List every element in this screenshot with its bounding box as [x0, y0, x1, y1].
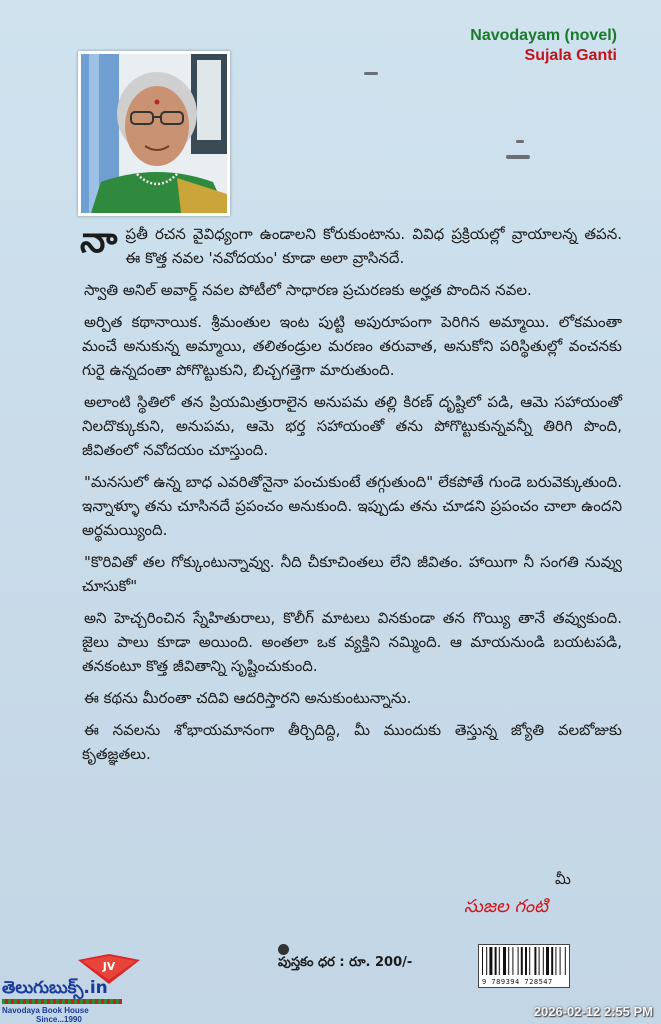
cover-speck	[364, 72, 378, 75]
publisher-site-name: తెలుగుబుక్స్.in	[2, 978, 108, 998]
cover-speck	[516, 140, 524, 143]
publisher-logo	[2, 978, 122, 1024]
book-author: Sujala Ganti	[524, 47, 617, 64]
author-signature: సుజల గంటి	[464, 896, 549, 917]
paragraph-5: "మనసులో ఉన్న బాధ ఎవరితోనైనా పంచుకుంటే తగ్గుతుంది" లేకపోతే గుండె బరువెక్కుతుంది. ఇన్నాళ్ళూ తను చూసినదే ప్రపంచం అనుకుంది. ఇప్పుడు తను చూడని ప్రపంచం చాలా ఉందని అర్థమయ్యింది.	[82, 473, 622, 539]
book-header	[470, 26, 617, 66]
paragraph-6: "కొరివితో తల గోక్కుంటున్నావ్వు. నీది చీకూచింతలు లేని జీవితం. హాయిగా నీ సంగతి నువ్వు చూసుకో"	[82, 553, 622, 595]
paragraph-9: ఈ నవలను శోభాయమానంగా తీర్చిదిద్ది, మీ ముందుకు తెస్తున్న జ్యోతి వలబోజుకు కృతజ్ఞతలు.	[82, 721, 622, 763]
jv-logo-text: JV	[102, 960, 116, 973]
price-label: పుస్తకం ధర :	[278, 955, 345, 970]
price-amount: రూ. 200/-	[349, 955, 413, 970]
publisher-since: Since...1990	[36, 1015, 82, 1024]
paragraph-2: స్వాతి అనిల్ అవార్డ్ నవల పోటీలో సాధారణ ప్రచురణకు అర్హత పొందిన నవల.	[84, 281, 532, 299]
drop-cap: నా	[80, 220, 118, 261]
photo-timestamp: 2026-02-12 2:55 PM	[533, 1004, 653, 1019]
author-photo	[78, 51, 230, 216]
back-cover-text	[82, 222, 622, 774]
publisher-subtitle: Navodaya Book House	[2, 1006, 89, 1015]
publisher-color-strip	[2, 999, 122, 1004]
paragraph-4: అలాంటి స్థితిలో తన ప్రియమిత్రురాలైన అనుపమ తల్లి కిరణ్ దృష్టిలో పడి, ఆమె సహాయంతో నిలదొక్కుకుని, అనుపమ, ఆమె భర్త సహాయంతో తను పోగొట్టుకున్నవన్నీ తిరిగి పొంది, జీవితంలో నవోదయం చూస్తుంది.	[82, 393, 622, 459]
book-price	[278, 955, 412, 973]
paragraph-3: అర్పిత కథానాయిక. శ్రీమంతుల ఇంట పుట్టి అపురూపంగా పెరిగిన అమ్మాయి. లోకమంతా మంచే అనుకున్న అమ్మాయి, తలితండ్రుల మరణం తరువాత, అనుకోని పరిస్థితుల్లో వంచనకు గురై ఉన్నదంతా పోగొట్టుకుని, బిచ్చగత్తెగా మారుతుంది.	[82, 313, 622, 379]
author-portrait-illustration	[81, 54, 227, 213]
paragraph-8: ఈ కథను మీరంతా చదివి ఆదరిస్తారని అనుకుంటున్నాను.	[84, 689, 412, 707]
barcode-digits: 9 789394 728547	[482, 978, 553, 986]
paragraph-1	[82, 222, 622, 270]
paragraph-1-text: ప్రతీ రచన వైవిధ్యంగా ఉండాలని కోరుకుంటాను. వివిధ ప్రక్రియల్లో వ్రాయాలన్న తపన. ఈ కొత్త నవల 'నవోదయం' కూడా అలా వ్రాసినదే.	[125, 225, 622, 267]
barcode-icon	[479, 945, 569, 977]
closing-word: మీ	[555, 870, 571, 888]
cover-speck	[506, 155, 530, 159]
paragraph-7: అని హెచ్చరించిన స్నేహితురాలు, కొలీగ్ మాటలు వినకుండా తన గొయ్యి తానే తవ్వుకుంది. జైలు పాలు కూడా అయింది. అంతలా ఒక వ్యక్తిని నమ్మింది. ఆ మాయనుండి బయటపడి, తనకంటూ కొత్త జీవితాన్ని సృష్టించుకుంది.	[82, 609, 622, 675]
book-title: Navodayam (novel)	[470, 27, 617, 44]
ink-blot	[278, 944, 289, 955]
